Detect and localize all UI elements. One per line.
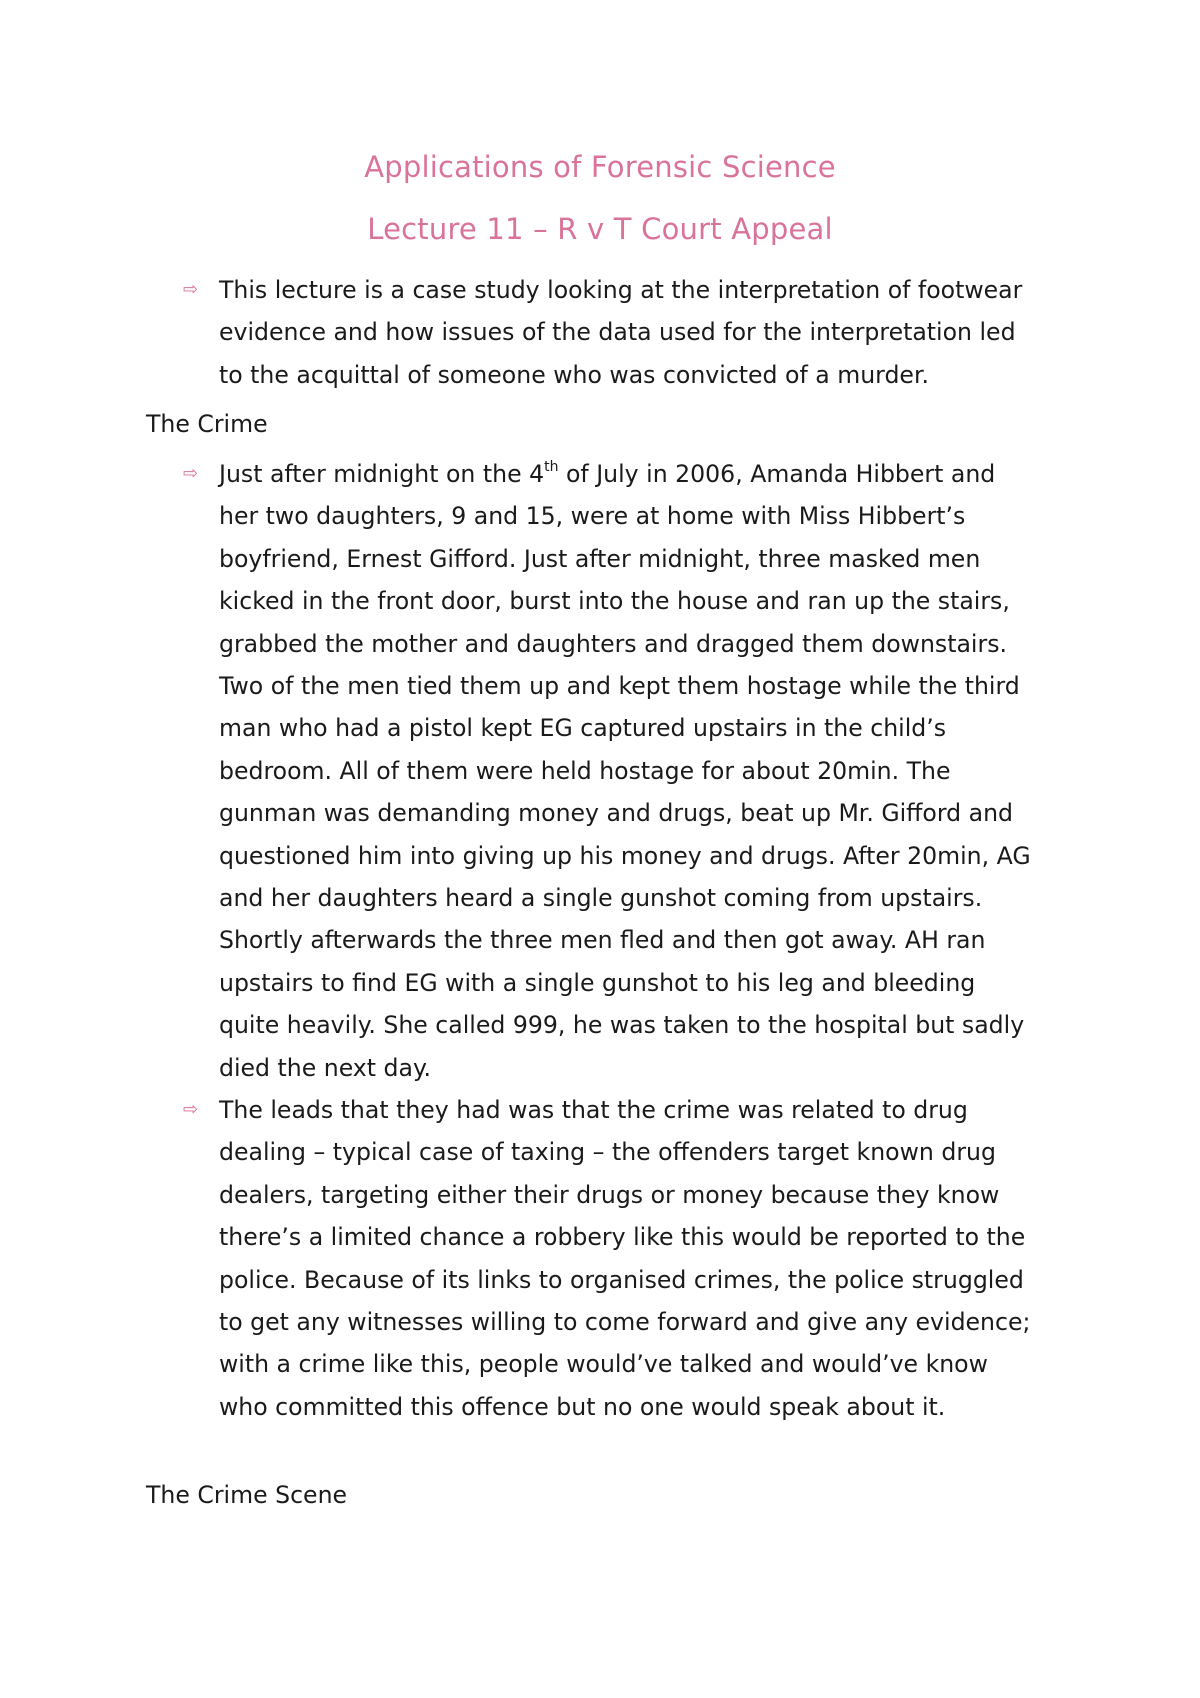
leads-line: to get any witnesses willing to come forward and give any evidence; — [219, 1308, 1031, 1337]
crime-line: and her daughters heard a single gunshot coming from upstairs. — [219, 884, 983, 913]
document-subtitle: Lecture 11 – R v T Court Appeal — [367, 212, 833, 246]
crime-line: questioned him into giving up his money and drugs. After 20min, AG — [219, 841, 1031, 870]
leads-line: who committed this offence but no one would speak about it. — [219, 1392, 946, 1421]
leads-line: with a crime like this, people would’ve talked and would’ve know — [219, 1350, 988, 1379]
document-title: Applications of Forensic Science — [364, 150, 836, 184]
crime-line: gunman was demanding money and drugs, beat up Mr. Gifford and — [219, 799, 1014, 828]
intro-line: This lecture is a case study looking at the interpretation of footwear — [219, 276, 1023, 304]
crime-line: boyfriend, Ernest Gifford. Just after midnight, three masked men — [219, 544, 981, 573]
crime-line: her two daughters, 9 and 15, were at home with Miss Hibbert’s — [219, 502, 966, 531]
section-heading-crime-scene: The Crime Scene — [146, 1481, 348, 1509]
leads-line: dealers, targeting either their drugs or money because they know — [219, 1180, 1000, 1209]
crime-line: upstairs to find EG with a single gunshot to his leg and bleeding — [219, 968, 976, 997]
intro-line: to the acquittal of someone who was convicted of a murder. — [219, 360, 929, 389]
crime-line: man who had a pistol kept EG captured upstairs in the child’s — [219, 714, 947, 743]
crime-line: grabbed the mother and daughters and dragged them downstairs. — [219, 629, 1007, 658]
crime-line — [219, 453, 1079, 495]
crime-line: died the next day. — [219, 1053, 432, 1082]
crime-line: kicked in the front door, burst into the house and ran up the stairs, — [219, 587, 1010, 616]
leads-paragraph — [219, 1089, 1079, 1428]
leads-line: The leads that they had was that the crime was related to drug — [219, 1096, 968, 1124]
crime-line: Two of the men tied them up and kept them hostage while the third — [219, 672, 1020, 701]
arrow-bullet-icon: ⇨ — [183, 463, 199, 484]
intro-paragraph — [219, 269, 1079, 396]
section-heading-crime: The Crime — [146, 410, 268, 438]
crime-line: Shortly afterwards the three men fled and then got away. AH ran — [219, 926, 986, 955]
crime-paragraph — [219, 453, 1079, 1089]
crime-line-start: Just after midnight on the 4 — [219, 460, 545, 488]
leads-line: there’s a limited chance a robbery like this would be reported to the — [219, 1223, 1026, 1252]
crime-line-end: of July in 2006, Amanda Hibbert and — [558, 460, 996, 488]
crime-line: quite heavily. She called 999, he was taken to the hospital but sadly — [219, 1011, 1025, 1040]
ordinal-suffix: th — [544, 459, 559, 476]
crime-line: bedroom. All of them were held hostage for about 20min. The — [219, 756, 951, 785]
leads-line: police. Because of its links to organised crimes, the police struggled — [219, 1265, 1024, 1294]
intro-line: evidence and how issues of the data used for the interpretation led — [219, 318, 1016, 347]
arrow-bullet-icon: ⇨ — [183, 279, 199, 300]
leads-line: dealing – typical case of taxing – the offenders target known drug — [219, 1138, 996, 1167]
arrow-bullet-icon: ⇨ — [183, 1099, 199, 1120]
